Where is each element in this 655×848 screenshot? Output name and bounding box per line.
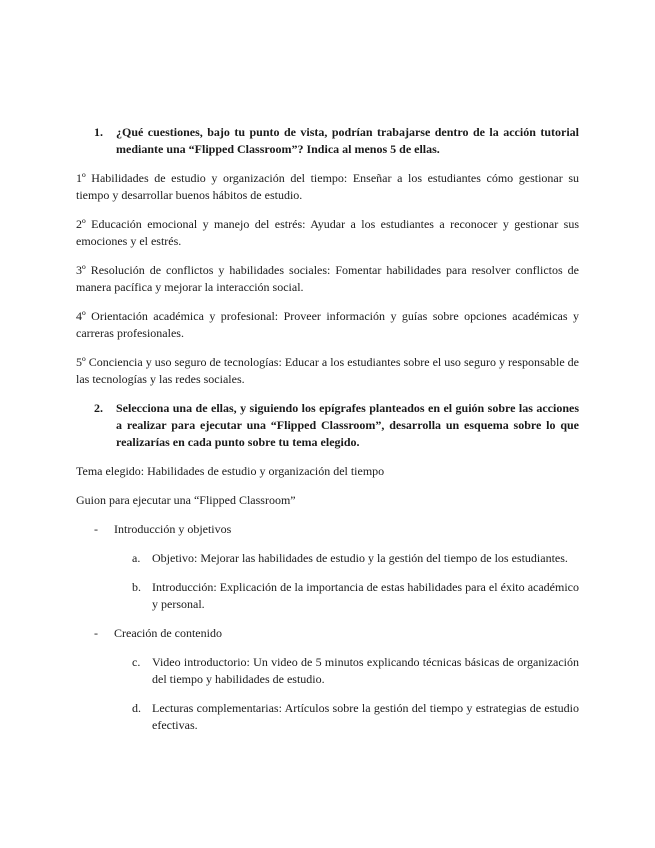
list-item-c (76, 654, 579, 688)
item-marker: b. (132, 580, 141, 594)
list-item-b (76, 579, 579, 613)
section-2-title: Creación de contenido (114, 626, 222, 640)
script-line: Guion para ejecutar una “Flipped Classroom” (76, 493, 296, 507)
question-2 (76, 400, 579, 451)
item-text: Objetivo: Mejorar las habilidades de estudio y la gestión del tiempo de los estudiantes. (152, 551, 568, 565)
answer-1: 1º Habilidades de estudio y organización del tiempo: Enseñar a los estudiantes cómo gestionar su tiempo y desarrollar buenos hábitos de estudio. (76, 171, 579, 202)
section-1-title: Introducción y objetivos (114, 522, 232, 536)
item-marker: c. (132, 655, 141, 669)
question-1-number: 1. (94, 125, 103, 139)
item-text: Video introductorio: Un video de 5 minutos explicando técnicas básicas de organización del tiempo y habilidades de estudio. (152, 655, 579, 686)
answer-2: 2º Educación emocional y manejo del estrés: Ayudar a los estudiantes a reconocer y gestionar sus emociones y el estrés. (76, 217, 579, 248)
question-2-number: 2. (94, 401, 103, 415)
dash-marker: - (94, 626, 98, 640)
item-text: Introducción: Explicación de la importancia de estas habilidades para el éxito académico y personal. (152, 580, 579, 611)
item-marker: d. (132, 701, 141, 715)
list-item-d (76, 700, 579, 734)
answer-3: 3º Resolución de conflictos y habilidades sociales: Fomentar habilidades para resolver conflictos de manera pacífica y mejorar la interacción social. (76, 263, 579, 294)
question-1 (76, 124, 579, 158)
section-2-heading (76, 625, 579, 642)
answer-5: 5º Conciencia y uso seguro de tecnologías: Educar a los estudiantes sobre el uso seguro y responsable de las tecnologías y las redes sociales. (76, 355, 579, 386)
question-2-text: Selecciona una de ellas, y siguiendo los epígrafes planteados en el guión sobre las acciones a realizar para ejecutar una “Flipped Classroom”, desarrolla un esquema sobre lo que realizarías en cada punto sobre tu tema elegido. (116, 401, 579, 449)
question-1-text: ¿Qué cuestiones, bajo tu punto de vista, podrían trabajarse dentro de la acción tutorial mediante una “Flipped Classroom”? Indica al menos 5 de ellas. (116, 125, 579, 156)
answer-4: 4º Orientación académica y profesional: Proveer información y guías sobre opciones académicas y carreras profesionales. (76, 309, 579, 340)
item-text: Lecturas complementarias: Artículos sobre la gestión del tiempo y estrategias de estudio efectivas. (152, 701, 579, 732)
item-marker: a. (132, 551, 141, 565)
dash-marker: - (94, 522, 98, 536)
topic-line: Tema elegido: Habilidades de estudio y organización del tiempo (76, 464, 385, 478)
section-1-heading (76, 521, 579, 538)
list-item-a (76, 550, 579, 567)
